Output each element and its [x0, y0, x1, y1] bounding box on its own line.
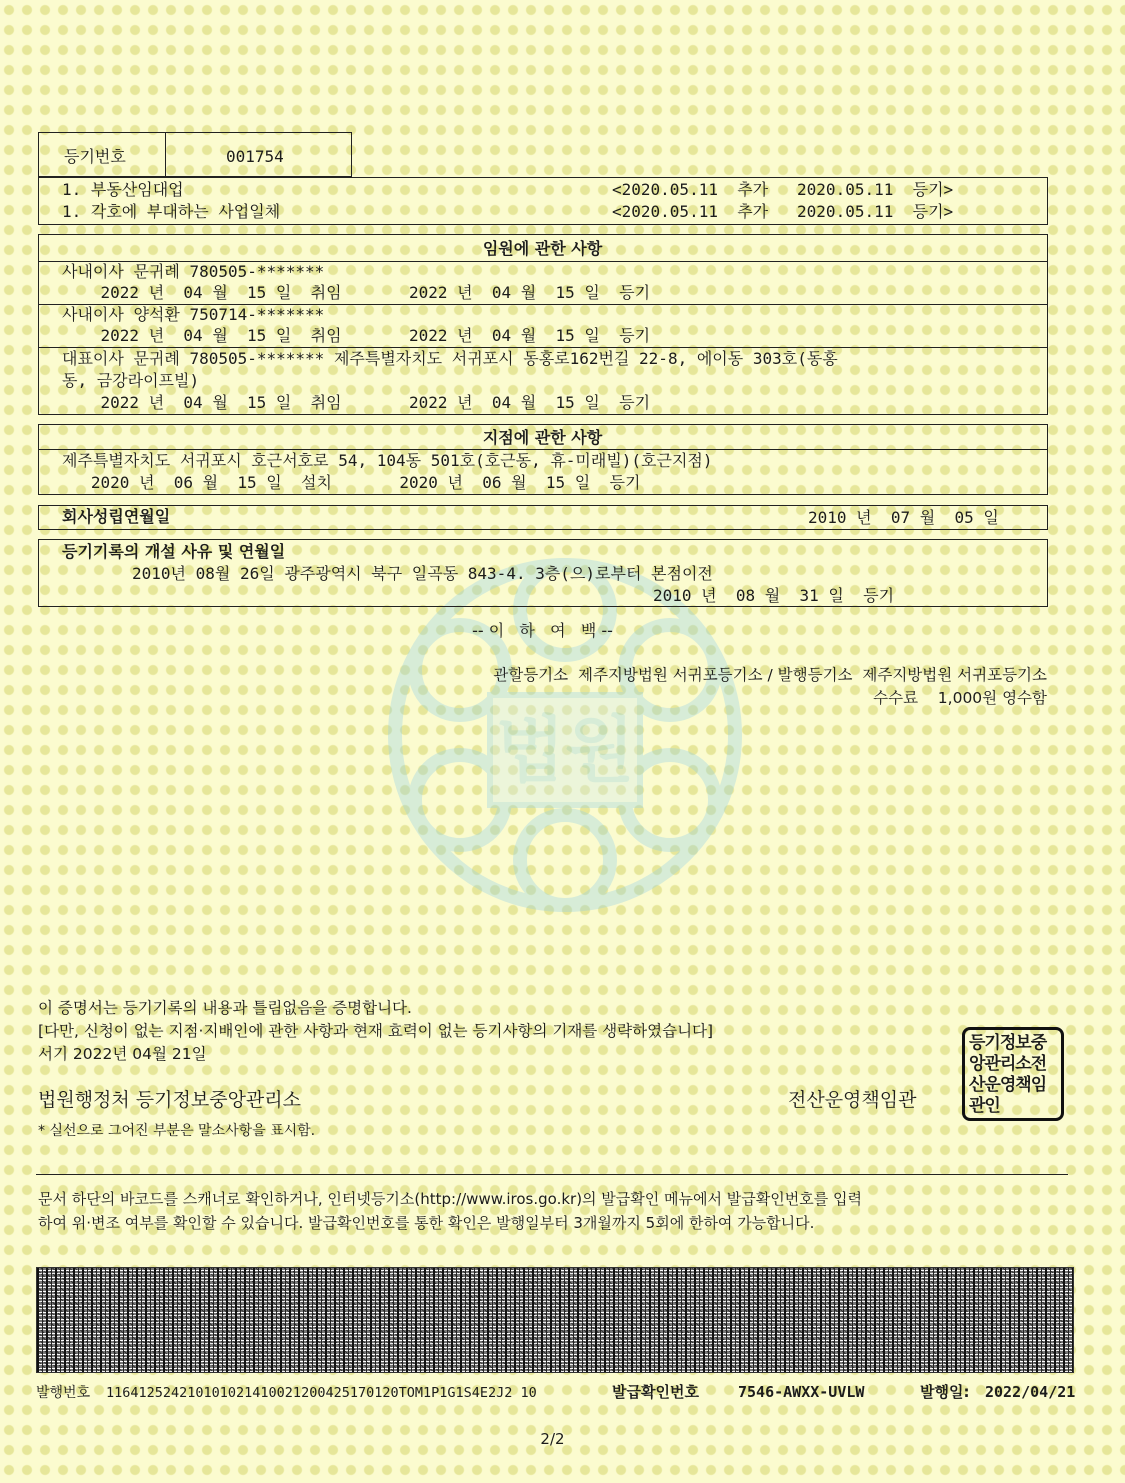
official-seal: [962, 1027, 1064, 1121]
confirm-no: 7546-AWXX-UVLW: [738, 1383, 865, 1401]
opening-title: 등기기록의 개설 사유 및 연월일: [62, 542, 286, 561]
issue-date: 2022/04/21: [985, 1383, 1076, 1401]
cert-text-1: 이 증명서는 등기기록의 내용과 틀림없음을 증명합니다.: [38, 999, 412, 1017]
issuer: 법원행정처 등기정보중앙관리소: [38, 1089, 301, 1111]
officer-1-line1: 사내이사 문귀례 780505-*******: [62, 262, 325, 281]
officers-title: 임원에 관한 사항: [482, 239, 603, 258]
officer-1-line2: 2022 년 04 월 15 일 취임 2022 년 04 월 15 일 등기: [62, 283, 651, 302]
issue-date-label: 발행일:: [920, 1383, 970, 1401]
verification-barcode[interactable]: [36, 1267, 1074, 1373]
purpose-1-note: <2020.05.11 추가 2020.05.11 등기>: [612, 180, 954, 199]
opening-line2: 2010 년 08 월 31 일 등기: [653, 586, 895, 605]
branch-line1: 제주특별자치도 서귀포시 호근서호로 54, 104동 501호(호근동, 휴-미래빌)(호근지점): [62, 451, 713, 470]
opening-line1: 2010년 08월 26일 광주광역시 북구 일곡동 843-4. 3층(으)로부터 본점이전: [132, 564, 713, 583]
reg-no-label: 등기번호: [64, 147, 126, 166]
purpose-2-text: 1. 각호에 부대하는 사업일체: [62, 202, 281, 221]
officer-2-line2: 2022 년 04 월 15 일 취임 2022 년 04 월 15 일 등기: [62, 326, 651, 345]
purpose-2-note: <2020.05.11 추가 2020.05.11 등기>: [612, 202, 954, 221]
reg-no-divider: [165, 133, 166, 177]
watermark-text: 법원: [495, 708, 635, 792]
reg-no-value: 001754: [226, 147, 284, 166]
issue-no: 116412524210101021410021200425170120TOM1P1G1S4E2J2 10: [106, 1385, 537, 1401]
fee: 수수료 1,000원 영수함: [873, 689, 1047, 707]
jurisdiction: 관할등기소 제주지방법원 서귀포등기소 / 발행등기소 제주지방법원 서귀포등기소: [493, 666, 1047, 684]
seal-text: 등기정보중앙관리소전산운영책임관인: [969, 1033, 1047, 1116]
purpose-1-text: 1. 부동산임대업: [62, 180, 184, 199]
cert-text-3: 서기 2022년 04월 21일: [38, 1045, 207, 1063]
cert-text-2: [다만, 신청이 없는 지점·지배인에 관한 사항과 현재 효력이 없는 등기사항의 기재를 생략하였습니다]: [38, 1022, 714, 1040]
established-label: 회사성립연월일: [62, 507, 171, 526]
confirm-label: 발급확인번호: [612, 1383, 699, 1401]
officer-3-line1: 대표이사 문귀례 780505-******* 제주특별자치도 서귀포시 동홍로162번길 22-8, 에이동 303호(동홍: [62, 349, 838, 368]
branch-line2: 2020 년 06 월 15 일 설치 2020 년 06 월 15 일 등기: [62, 473, 641, 492]
issue-no-label: 발행번호: [36, 1385, 91, 1401]
established-value: 2010 년 07 월 05 일: [808, 508, 999, 527]
branch-title: 지점에 관한 사항: [482, 428, 603, 447]
verify-line1: 문서 하단의 바코드를 스캐너로 확인하거나, 인터넷등기소(http://www.iros.go.kr)의 발급확인 메뉴에서 발급확인번호를 입력: [38, 1190, 862, 1208]
footer-divider: [36, 1174, 1068, 1175]
officer-3-line1b: 동, 금강라이프빌): [62, 371, 200, 390]
blank-mark: -- 이 하 여 백 --: [472, 621, 613, 640]
strike-note: * 실선으로 그어진 부분은 말소사항을 표시함.: [38, 1123, 316, 1139]
page-number: 2/2: [540, 1430, 565, 1448]
officer-3-line2: 2022 년 04 월 15 일 취임 2022 년 04 월 15 일 등기: [62, 393, 651, 412]
verify-line2: 하여 위·변조 여부를 확인할 수 있습니다. 발급확인번호를 통한 확인은 발행일부터 3개월까지 5회에 한하여 가능합니다.: [38, 1214, 815, 1232]
officer-title: 전산운영책임관: [788, 1089, 917, 1111]
officer-2-line1: 사내이사 양석환 750714-*******: [62, 305, 325, 324]
